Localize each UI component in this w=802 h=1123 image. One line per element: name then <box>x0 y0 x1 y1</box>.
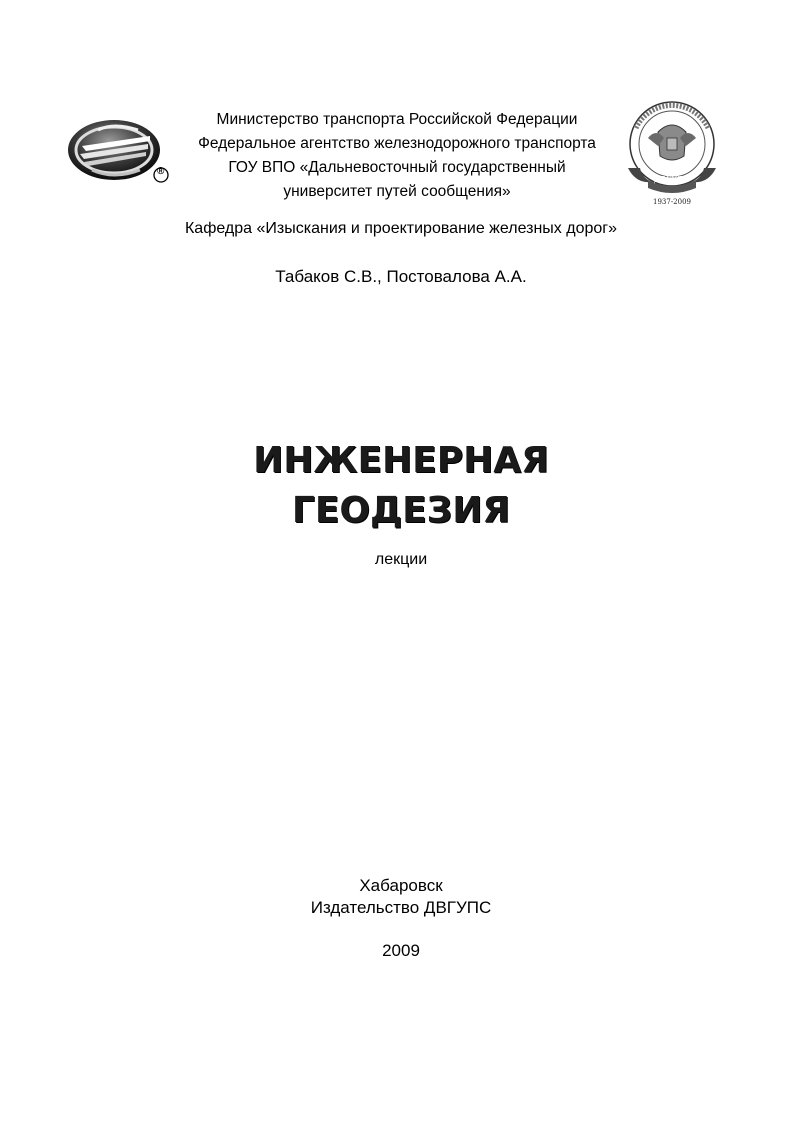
trademark-symbol: ® <box>157 166 165 177</box>
ministry-line-3: ГОУ ВПО «Дальневосточный государственный <box>228 159 566 176</box>
publication-year: 2009 <box>382 941 420 960</box>
imprint-city: Хабаровск <box>359 876 443 895</box>
ministry-line-2: Федеральное агентство железнодорожного транспорта <box>198 135 596 152</box>
anniversary-seal-icon <box>618 98 726 208</box>
title-line-2: ГЕОДЕЗИЯ <box>291 490 511 531</box>
seal-years: 1937-2009 <box>653 198 691 206</box>
authors: Табаков С.В., Постовалова А.А. <box>275 267 527 286</box>
document-subtitle: лекции <box>374 551 428 568</box>
seal-label: ДВГУПС <box>653 175 691 184</box>
ministry-header <box>160 108 634 204</box>
title-line-1: ИНЖЕНЕРНАЯ <box>253 440 549 481</box>
ministry-line-1: Министерство транспорта Российской Федерации <box>216 111 578 128</box>
department-name: Кафедра «Изыскания и проектирование железных дорог» <box>184 220 618 237</box>
imprint-publisher: Издательство ДВГУПС <box>310 898 492 917</box>
imprint <box>0 875 802 919</box>
document-title <box>0 436 802 536</box>
ministry-line-4: университет путей сообщения» <box>283 183 511 200</box>
